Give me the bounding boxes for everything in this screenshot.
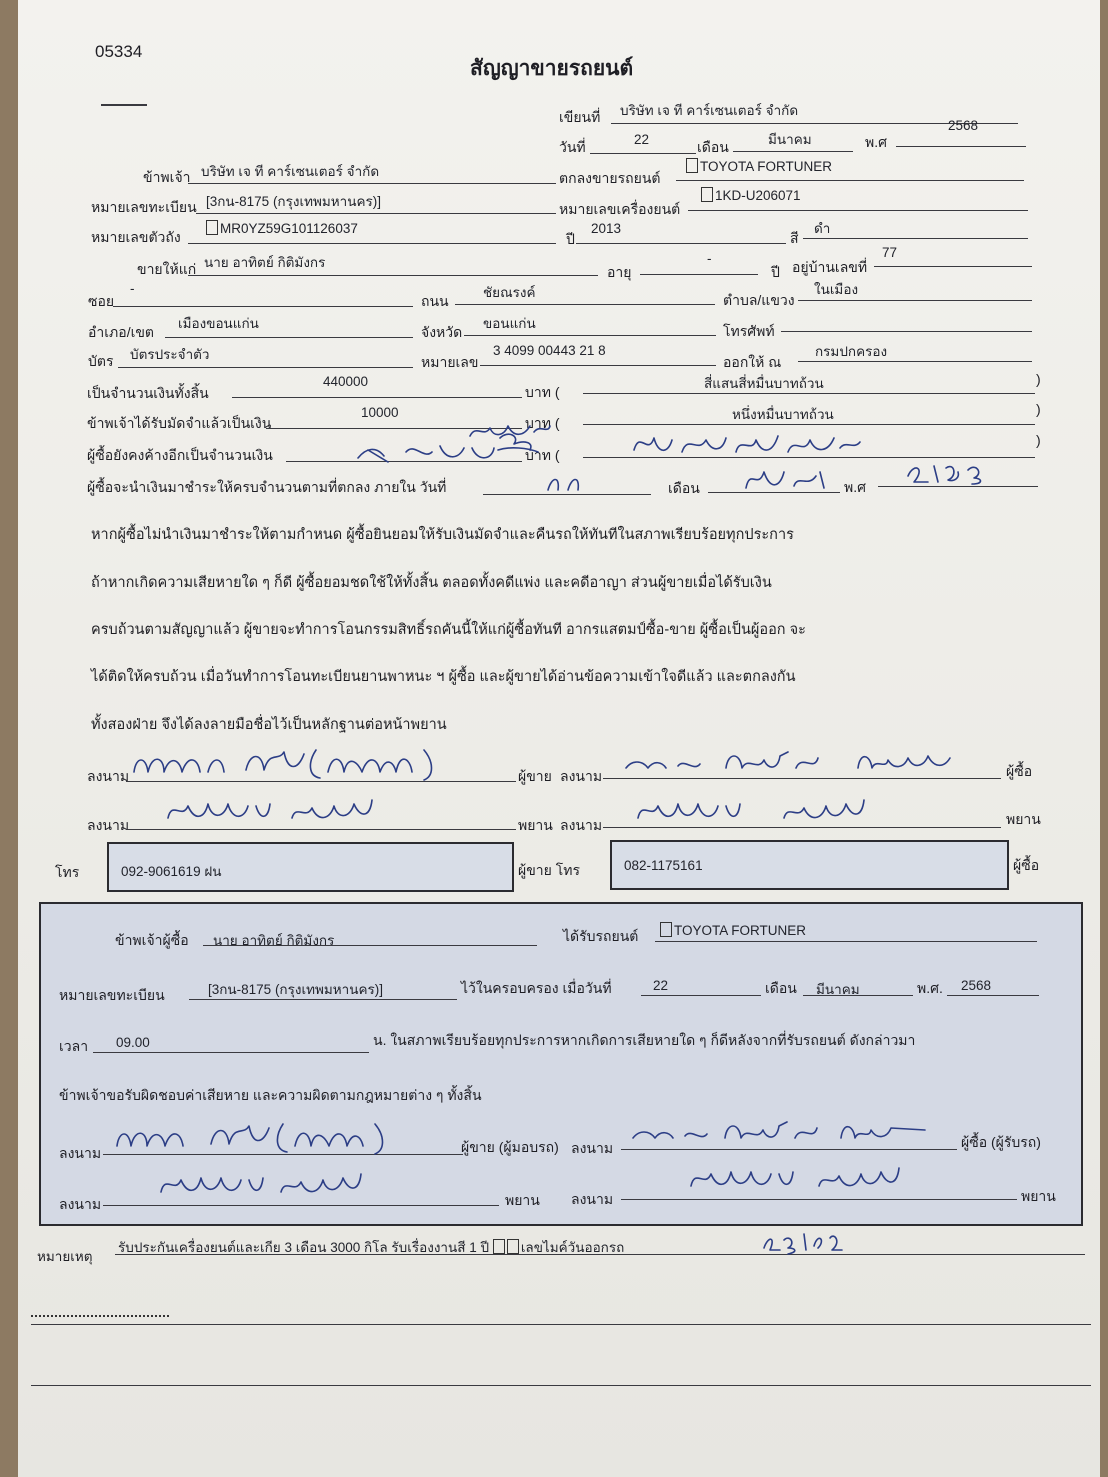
date-year: 2568 [948, 118, 979, 133]
district-line [165, 337, 413, 338]
car-model [686, 158, 832, 174]
note-label: หมายเหตุ [37, 1249, 93, 1264]
card-label: บัตร [88, 353, 114, 369]
phone-row-label: โทร [55, 864, 80, 880]
written-at-value: บริษัท เจ ที คาร์เซนเตอร์ จำกัด [620, 103, 799, 118]
province-value: ขอนแก่น [483, 316, 536, 331]
checkbox-icon [206, 220, 218, 235]
time-value: 09.00 [116, 1035, 150, 1050]
possession-month-label: เดือน [765, 980, 797, 996]
card-no-label: หมายเลข [421, 354, 479, 370]
soi-line [113, 306, 413, 307]
seller-phone: 092-9061619 ฝน [121, 864, 222, 879]
color-line [803, 238, 1028, 239]
engine-text: 1KD-U206071 [715, 188, 801, 203]
receipt-buyer-role: ผู้ซื้อ (ผู้รับรถ) [961, 1134, 1041, 1150]
received-car-label: ได้รับรถยนต์ [563, 928, 639, 944]
due-month-label: เดือน [668, 480, 700, 496]
total-unit: บาท ( [525, 384, 560, 400]
handwritten-deposit-note [464, 416, 554, 446]
province-label: จังหวัด [421, 324, 463, 340]
phone-label: โทรศัพท์ [723, 323, 775, 339]
house-no-line [874, 266, 1032, 267]
note-dotted-start [31, 1315, 169, 1317]
total-close-paren: ) [1036, 371, 1041, 387]
soi-label: ซอย [88, 293, 115, 309]
note-line-2 [31, 1324, 1091, 1325]
car-model-text: TOYOTA FORTUNER [700, 159, 833, 174]
chassis-label: หมายเลขตัวถัง [91, 229, 181, 245]
age-label: อายุ [607, 264, 632, 280]
received-car-model-text: TOYOTA FORTUNER [674, 923, 807, 938]
deposit-unit: บาท ( [525, 415, 560, 431]
received-car-model [660, 922, 806, 938]
possession-year-line [947, 995, 1039, 996]
possession-day: 22 [653, 978, 669, 993]
document-number: 05334 [95, 42, 143, 61]
sign-label-witness-1: ลงนาม [87, 817, 130, 833]
subdistrict-value: ในเมือง [814, 282, 859, 297]
witness-role-1: พยาน [518, 817, 553, 833]
handwritten-due-year [898, 452, 998, 492]
due-year-label: พ.ศ [844, 479, 867, 495]
chassis-line [188, 243, 556, 244]
note-line-1 [115, 1254, 1085, 1255]
outstanding-close-paren: ) [1036, 432, 1041, 448]
road-label: ถนน [421, 293, 449, 309]
possession-month-line [803, 995, 913, 996]
date-year-label: พ.ศ [865, 134, 888, 150]
card-type: บัตรประจำตัว [130, 347, 210, 362]
engine-line [688, 210, 1028, 211]
color-label: สี [790, 230, 799, 246]
condition-text: น. ในสภาพเรียบร้อยทุกประการหากเกิดการเสียหายใด ๆ ก็ดีหลังจากที่รับรถยนต์ ดังกล่าวมา [373, 1032, 916, 1048]
seller-role: ผู้ขาย [518, 768, 552, 784]
seller-label: ข้าพเจ้า [143, 169, 191, 185]
receipt-sign-label-seller: ลงนาม [59, 1145, 102, 1161]
vehicle-receipt-section [39, 902, 1083, 1226]
receipt-seller-signature [111, 1116, 451, 1160]
possession-month: มีนาคม [816, 982, 860, 997]
engine-label: หมายเลขเครื่องยนต์ [559, 201, 681, 217]
date-month-label: เดือน [697, 139, 729, 155]
chassis-value [206, 220, 358, 236]
province-line [464, 335, 716, 336]
date-month-line [733, 151, 853, 152]
date-year-line [896, 146, 1026, 147]
district-label: อำเภอ/เขต [88, 324, 155, 340]
subdistrict-line [798, 300, 1032, 301]
written-at-label: เขียนที่ [559, 109, 601, 125]
house-no-label: อยู่บ้านเลขที่ [792, 259, 868, 275]
possession-year-label: พ.ศ. [917, 980, 943, 996]
contract-page [18, 0, 1100, 1477]
buyer-name-line [188, 275, 598, 276]
terms-line-4: ได้ติดให้ครบถ้วน เมื่อวันทำการโอนทะเบียนยานพาหนะ ฯ ผู้ซื้อ และผู้ขายได้อ่านข้อความเข้าใจดีแล้ว และตกลงกัน [91, 669, 796, 685]
receipt-buyer-line [203, 945, 537, 946]
checkbox-icon [507, 1239, 519, 1254]
buyer-signature [618, 742, 998, 782]
date-day: 22 [634, 132, 650, 147]
witness-2-signature [628, 792, 968, 832]
note-text-main: รับประกันเครื่องยนต์และเกีย 3 เดือน 3000 กิโล รับเรื่องงานสี 1 ปี [118, 1240, 490, 1255]
age-line [640, 274, 758, 275]
handwritten-due-month [738, 460, 838, 496]
total-label: เป็นจำนวนเงินทั้งสิ้น [87, 385, 209, 401]
receipt-witness-2-signature [681, 1160, 941, 1200]
receipt-buyer-name: นาย อาทิตย์ กิติมังกร [213, 933, 335, 948]
house-no-value: 77 [882, 245, 898, 260]
checkbox-icon [493, 1239, 505, 1254]
card-type-line [118, 367, 413, 368]
receipt-witness-role-2: พยาน [1021, 1188, 1056, 1204]
engine-value [701, 187, 801, 203]
handwritten-odometer-reading [758, 1222, 848, 1256]
receipt-plate: [3กน-8175 (กรุงเทพมหานคร)] [208, 982, 383, 997]
time-line [93, 1052, 369, 1053]
seller-phone-label: ผู้ขาย โทร [518, 862, 580, 878]
receipt-witness-1-signature [151, 1166, 411, 1206]
outstanding-unit: บาท ( [525, 447, 560, 463]
deposit-value: 10000 [361, 405, 399, 420]
time-label: เวลา [59, 1038, 89, 1054]
road-value: ชัยณรงค์ [483, 285, 536, 300]
due-label: ผู้ซื้อจะนำเงินมาชำระให้ครบจำนวนตามที่ตกลง ภายใน วันที่ [87, 479, 447, 495]
plate-value: [3กน-8175 (กรุงเทพมหานคร)] [206, 194, 381, 209]
seller-phone-box [107, 842, 514, 892]
card-no: 3 4099 00443 21 8 [493, 343, 606, 358]
soi-value: - [130, 281, 135, 296]
buyer-role: ผู้ซื้อ [1006, 763, 1033, 779]
year-label: ปี [566, 231, 575, 247]
terms-line-2: ถ้าหากเกิดความเสียหายใด ๆ ก็ดี ผู้ซื้อยอมชดใช้ให้ทั้งสิ้น ตลอดทั้งคดีแพ่ง และคดีอาญา ส่วนผู้ขายเมื่อได้รับเงิน [91, 575, 772, 591]
deposit-label: ข้าพเจ้าได้รับมัดจำแล้วเป็นเงิน [87, 415, 272, 431]
handwritten-due-day [518, 466, 628, 500]
agree-to-sell-label: ตกลงขายรถยนต์ [559, 170, 661, 186]
district-value: เมืองขอนแก่น [178, 316, 259, 331]
receipt-plate-label: หมายเลขทะเบียน [59, 987, 165, 1003]
checkbox-icon [686, 158, 698, 173]
received-car-line [655, 941, 1037, 942]
buyer-phone-box [610, 840, 1009, 890]
card-no-line [480, 365, 716, 366]
receipt-witness-role-1: พยาน [505, 1192, 540, 1208]
plate-label: หมายเลขทะเบียน [91, 199, 197, 215]
sold-to-label: ขายให้แก่ [137, 261, 197, 277]
total-words-line [583, 393, 1035, 394]
age-value: - [707, 251, 712, 266]
receipt-sign-label-witness-1: ลงนาม [59, 1196, 102, 1212]
plate-line [196, 213, 556, 214]
deposit-close-paren: ) [1036, 401, 1041, 417]
receipt-seller-role: ผู้ขาย (ผู้มอบรถ) [461, 1139, 559, 1155]
sign-label-seller: ลงนาม [87, 768, 130, 784]
document-title: สัญญาขายรถยนต์ [470, 57, 634, 80]
year-value: 2013 [591, 221, 622, 236]
possession-label: ไว้ในครอบครอง เมื่อวันที่ [461, 980, 612, 996]
phone-line [781, 331, 1032, 332]
chassis-text: MR0YZ59G101126037 [220, 221, 358, 236]
total-value: 440000 [323, 374, 369, 389]
checkbox-icon [660, 922, 672, 937]
total-line [232, 397, 522, 398]
outstanding-label: ผู้ซื้อยังคงค้างอีกเป็นจำนวนเงิน [87, 447, 273, 463]
issued-by: กรมปกครอง [815, 344, 888, 359]
seller-name-line [188, 183, 556, 184]
receipt-plate-line [189, 999, 457, 1000]
seller-name: บริษัท เจ ที คาร์เซนเตอร์ จำกัด [201, 164, 380, 179]
terms-line-3: ครบถ้วนตามสัญญาแล้ว ผู้ขายจะทำการโอนกรรมสิทธิ์รถคันนี้ให้แก่ผู้ซื้อทันที อากรแสตมป์ซื้อ-ขาย ผู้ซื้อเป็นผู้ออก จะ [91, 622, 806, 638]
possession-day-line [641, 995, 761, 996]
checkbox-icon [701, 187, 713, 202]
buyer-name: นาย อาทิตย์ กิติมังกร [204, 255, 326, 270]
date-month: มีนาคม [768, 132, 812, 147]
terms-line-5: ทั้งสองฝ่าย จึงได้ลงลายมือชื่อไว้เป็นหลักฐานต่อหน้าพยาน [91, 717, 447, 733]
road-line [455, 304, 715, 305]
receipt-sign-label-witness-2: ลงนาม [571, 1191, 614, 1207]
date-label: วันที่ [559, 139, 586, 155]
note-odometer-label: เลขไมค์วันออกรถ [520, 1240, 625, 1255]
sign-label-witness-2: ลงนาม [560, 817, 603, 833]
terms-line-1: หากผู้ซื้อไม่นำเงินมาชำระให้ตามกำหนด ผู้ซื้อยินยอมให้รับเงินมัดจำและคืนรถให้ทันทีในสภาพเรียบร้อยทุกประการ [91, 527, 794, 543]
total-words: สี่แสนสี่หมื่นบาทถ้วน [704, 376, 824, 391]
handwritten-outstanding-words [628, 424, 868, 464]
deposit-words: หนึ่งหมื่นบาทถ้วน [732, 407, 834, 422]
receipt-buyer-signature [625, 1112, 965, 1152]
receipt-buyer-label: ข้าพเจ้าผู้ซื้อ [115, 932, 189, 948]
age-unit: ปี [771, 264, 780, 280]
color-value: ดำ [814, 221, 831, 236]
possession-year: 2568 [961, 978, 992, 993]
liability-text: ข้าพเจ้าขอรับผิดชอบค่าเสียหาย และความผิดตามกฎหมายต่าง ๆ ทั้งสิ้น [59, 1087, 482, 1103]
year-line [576, 243, 786, 244]
note-line-3 [31, 1385, 1091, 1386]
witness-1-signature [158, 792, 488, 832]
receipt-sign-label-buyer: ลงนาม [571, 1140, 614, 1156]
sign-label-buyer: ลงนาม [560, 768, 603, 784]
seller-signature [128, 742, 508, 786]
car-model-line [676, 180, 1024, 181]
doc-number-underline [101, 104, 147, 106]
witness-role-2: พยาน [1006, 811, 1041, 827]
issued-by-label: ออกให้ ณ [723, 354, 782, 370]
subdistrict-label: ตำบล/แขวง [723, 292, 795, 308]
date-day-line [590, 153, 696, 154]
buyer-phone: 082-1175161 [624, 858, 703, 873]
issued-by-line [798, 361, 1032, 362]
buyer-phone-label: ผู้ซื้อ [1013, 857, 1040, 873]
